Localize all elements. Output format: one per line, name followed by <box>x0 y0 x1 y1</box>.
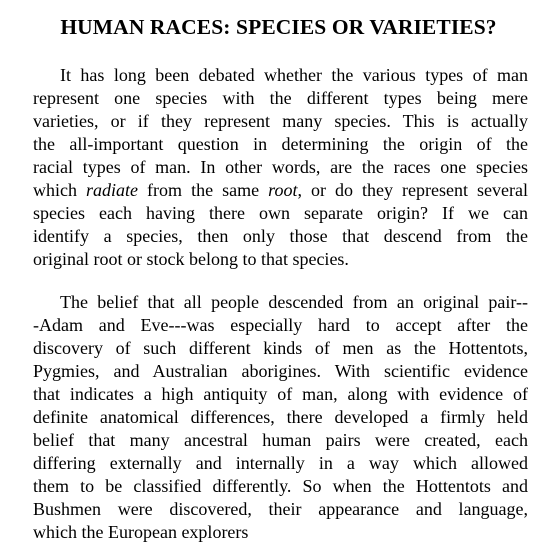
text-line: differing externally and internally in a way which allowed <box>33 453 528 473</box>
emphasis-root: root <box>268 180 298 200</box>
text-fragment: , or do they represent several <box>297 180 529 200</box>
text-line: them to be classified differently. So when the Hottentots and <box>33 476 528 496</box>
text-line: original root or stock belong to that species. <box>33 249 349 269</box>
text-line: which the European explorers <box>33 522 249 542</box>
text-line: definite anatomical differences, there developed a firmly held <box>33 407 528 427</box>
text-line: discovery of such different kinds of men as the Hottentots, <box>33 338 528 358</box>
emphasis-radiate: radiate <box>86 180 139 200</box>
text-line: varieties, or if they represent many species. This is actually <box>33 111 528 131</box>
paragraph-2 <box>33 291 528 544</box>
text-line: belief that many ancestral human pairs were created, each <box>33 430 528 450</box>
paragraph-1 <box>33 64 528 271</box>
text-line: racial types of man. In other words, are the races one species <box>33 157 528 177</box>
text-line-with-emphasis <box>33 179 528 202</box>
text-line: species each having there own separate origin? If we can <box>33 203 528 223</box>
text-line: Pygmies, and Australian aborigines. With scientific evidence <box>33 361 528 381</box>
page-title: HUMAN RACES: SPECIES OR VARIETIES? <box>60 15 497 39</box>
text-line: represent one species with the different types being mere <box>33 88 528 108</box>
text-line: the all-important question in determining the origin of the <box>33 134 528 154</box>
text-line: The belief that all people descended from an original pair-- <box>60 292 528 312</box>
text-line: It has long been debated whether the various types of man <box>60 65 528 85</box>
text-line: Bushmen were discovered, their appearance and language, <box>33 499 528 519</box>
text-line: that indicates a high antiquity of man, along with evidence of <box>33 384 528 404</box>
text-line: identify a species, then only those that descend from the <box>33 226 528 246</box>
text-line: -Adam and Eve---was especially hard to accept after the <box>33 315 528 335</box>
text-fragment: from the same <box>138 180 269 200</box>
text-fragment: which <box>33 180 87 200</box>
